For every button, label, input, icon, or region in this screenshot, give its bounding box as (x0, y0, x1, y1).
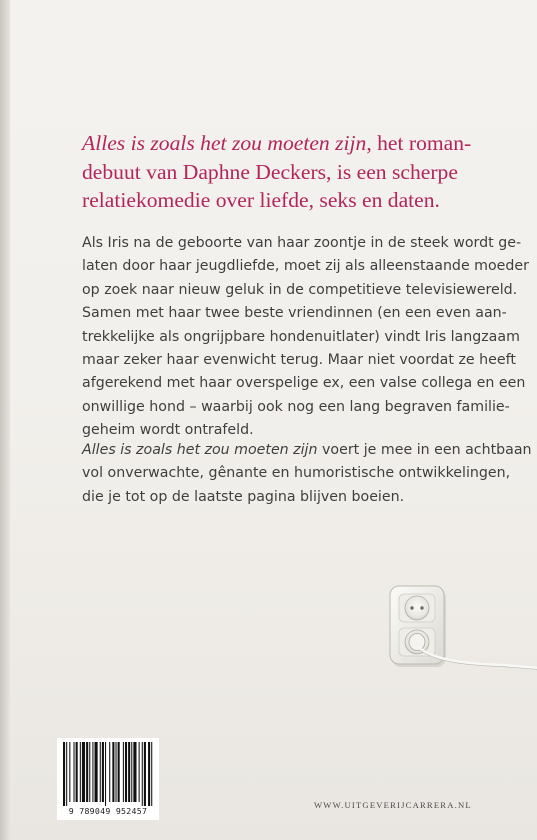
barcode-bar (63, 742, 65, 806)
barcode-bar (112, 742, 114, 802)
barcode-bar (66, 742, 67, 806)
synopsis-line: Als Iris na de geboorte van haar zoontje in de steek wordt ge- (82, 235, 522, 251)
barcode-bar (116, 742, 117, 802)
closing-line-3: die je tot op de laatste pagina blijven boeien. (82, 488, 405, 505)
barcode-bar (109, 742, 110, 802)
synopsis-line: maar zeker haar evenwicht terug. Maar niet voordat ze heeft (82, 352, 516, 369)
barcode-bar (133, 742, 136, 802)
synopsis-line: afgerekend met haar overspelige ex, een valse collega en een (82, 375, 526, 392)
intro-line-2: debuut van Daphne Deckers, is een scherpe (82, 159, 458, 184)
synopsis-line: Samen met haar twee beste vriendinnen (en een even aan- (82, 305, 507, 322)
barcode-bar (151, 742, 152, 806)
barcode-bar (100, 742, 101, 802)
barcode-bar (131, 742, 132, 802)
barcode-bar (102, 742, 104, 802)
barcode-bar (89, 742, 90, 802)
barcode-bar (128, 742, 130, 802)
barcode-bar (74, 742, 75, 802)
synopsis-line: geheim wordt ontrafeld. (82, 422, 254, 439)
synopsis-line: onwillige hond – waarbij ook nog een lang begraven familie- (82, 398, 510, 415)
intro-line-3: relatiekomedie over liefde, seks en daten. (82, 188, 440, 212)
barcode-bar (82, 742, 85, 802)
barcode-bar (105, 742, 106, 806)
barcode-bar (125, 742, 127, 802)
barcode-bar (123, 742, 124, 802)
barcode (57, 738, 159, 820)
barcode-bars (57, 738, 159, 806)
barcode-bar (86, 742, 88, 802)
barcode-bar (69, 742, 70, 802)
barcode-bar (80, 742, 81, 802)
isbn-number: 9 789049 952457 (68, 806, 148, 816)
closing-line-2: vol onverwachte, gênante en humoristische ontwikkelingen, (82, 465, 511, 482)
synopsis-line: trekkelijke als ongrijpbare hondenuitlater) vindt Iris langzaam (82, 328, 520, 345)
barcode-bar (139, 742, 140, 802)
barcode-bar (142, 742, 143, 806)
closing-line-1-rest: voert je mee in een achtbaan (317, 442, 532, 458)
closing-book-title: Alles is zoals het zou moeten zijn (82, 442, 318, 458)
barcode-bar (76, 742, 78, 802)
synopsis-line: op zoek naar nieuw geluk in de competitieve televisiewereld. (82, 281, 518, 298)
publisher-website: WWW.UITGEVERIJCARRERA.NL (314, 800, 472, 810)
synopsis-line: laten door haar jeugdliefde, moet zij als alleenstaande moeder (82, 258, 529, 275)
barcode-bar (95, 742, 98, 802)
barcode-bar (144, 742, 146, 806)
barcode-bar (92, 742, 93, 802)
intro-line-1-rest: , het roman- (366, 131, 472, 155)
intro-book-title: Alles is zoals het zou moeten zijn (82, 131, 367, 155)
barcode-bar (118, 742, 120, 802)
barcode-bar (148, 742, 150, 806)
